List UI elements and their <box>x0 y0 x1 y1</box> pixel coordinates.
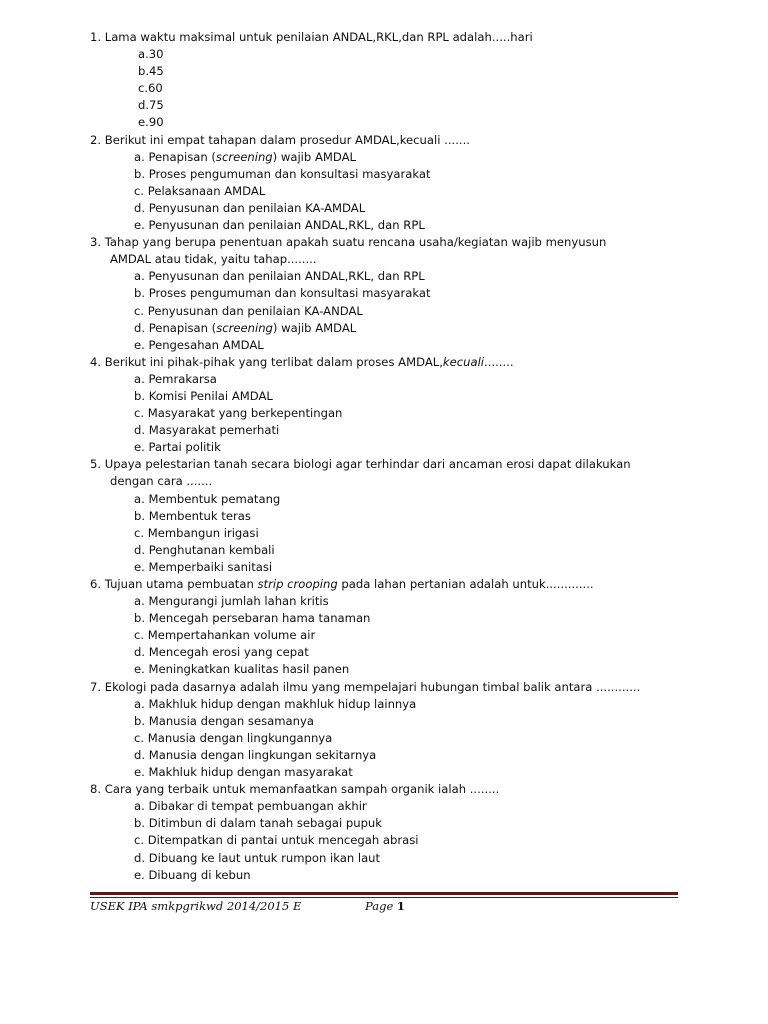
option-8e: e. Dibuang di kebun <box>134 867 251 882</box>
option-7c: c. Manusia dengan lingkungannya <box>134 730 333 745</box>
option-2a-post: ) wajib AMDAL <box>272 149 356 164</box>
question-5-cont: dengan cara ....... <box>110 474 213 489</box>
footer-exam-title: USEK IPA smkpgrikwd 2014/2015 E <box>90 899 302 913</box>
option-2e: e. Penyusunan dan penilaian ANDAL,RKL, dan RPL <box>134 218 425 233</box>
option-2d: d. Penyusunan dan penilaian KA-AMDAL <box>134 200 366 215</box>
option-8d: d. Dibuang ke laut untuk rumpon ikan laut <box>134 850 381 865</box>
option-6a: a. Mengurangi jumlah lahan kritis <box>134 594 329 609</box>
option-6d: d. Mencegah erosi yang cepat <box>134 645 309 660</box>
option-2c: c. Pelaksanaan AMDAL <box>134 183 266 198</box>
question-6-post: pada lahan pertanian adalah untuk............. <box>337 577 594 591</box>
question-6-pre: 6. Tujuan utama pembuatan <box>90 577 258 591</box>
option-3a: a. Penyusunan dan penilaian ANDAL,RKL, dan RPL <box>134 269 425 284</box>
option-8b: b. Ditimbun di dalam tanah sebagai pupuk <box>134 816 382 831</box>
question-1: 1. Lama waktu maksimal untuk penilaian ANDAL,RKL,dan RPL adalah.....hari <box>90 30 533 44</box>
option-3c: c. Penyusunan dan penilaian KA-ANDAL <box>134 303 363 318</box>
question-3: 3. Tahap yang berupa penentuan apakah suatu rencana usaha/kegiatan wajib menyusun <box>90 235 607 250</box>
option-5a: a. Membentuk pematang <box>134 491 281 506</box>
option-7e: e. Makhluk hidup dengan masyarakat <box>134 765 353 780</box>
option-4b: b. Komisi Penilai AMDAL <box>134 388 273 403</box>
question-4-em: kecuali <box>442 354 485 369</box>
question-4-pre: 4. Berikut ini pihak-pihak yang terlibat dalam proses AMDAL, <box>90 354 443 369</box>
option-3d-em: screening <box>216 320 273 335</box>
footer-page-number <box>365 898 405 914</box>
question-4 <box>90 354 690 371</box>
option-4d: d. Masyarakat pemerhati <box>134 423 280 438</box>
option-5e: e. Memperbaiki sanitasi <box>134 559 273 574</box>
option-7b: b. Manusia dengan sesamanya <box>134 713 314 728</box>
option-6b: b. Mencegah persebaran hama tanaman <box>134 611 371 626</box>
option-1d: d.75 <box>138 98 164 113</box>
option-2a-em: screening <box>215 149 273 164</box>
option-2a <box>90 149 690 166</box>
option-1c: c.60 <box>138 81 163 96</box>
option-7a: a. Makhluk hidup dengan makhluk hidup lainnya <box>134 696 417 711</box>
option-3b: b. Proses pengumuman dan konsultasi masyarakat <box>134 286 431 301</box>
question-2: 2. Berikut ini empat tahapan dalam prosedur AMDAL,kecuali ....... <box>90 132 470 147</box>
option-5d: d. Penghutanan kembali <box>134 542 275 557</box>
question-4-post: ........ <box>484 354 514 369</box>
option-3e: e. Pengesahan AMDAL <box>134 337 264 352</box>
footer-page-num: 1 <box>396 899 405 913</box>
footer-page-label: Page <box>365 899 394 913</box>
option-3d-pre: d. Penapisan ( <box>134 320 217 335</box>
question-6 <box>90 576 690 593</box>
option-7d: d. Manusia dengan lingkungan sekitarnya <box>134 747 377 762</box>
question-list <box>90 29 690 884</box>
option-8a: a. Dibakar di tempat pembuangan akhir <box>134 799 367 814</box>
option-8c: c. Ditempatkan di pantai untuk mencegah abrasi <box>134 833 419 848</box>
option-6e: e. Meningkatkan kualitas hasil panen <box>134 662 350 677</box>
option-3d-post: ) wajib AMDAL <box>272 320 357 335</box>
option-4e: e. Partai politik <box>134 440 221 455</box>
question-7: 7. Ekologi pada dasarnya adalah ilmu yang mempelajari hubungan timbal balik antara ............ <box>90 679 641 694</box>
question-8: 8. Cara yang terbaik untuk memanfaatkan sampah organik ialah ........ <box>90 782 500 797</box>
option-4c: c. Masyarakat yang berkepentingan <box>134 406 343 421</box>
option-1e: e.90 <box>138 115 164 130</box>
question-3-cont: AMDAL atau tidak, yaitu tahap........ <box>110 252 317 267</box>
option-2b: b. Proses pengumuman dan konsultasi masyarakat <box>134 166 431 181</box>
option-2a-pre: a. Penapisan ( <box>134 149 216 164</box>
option-4a: a. Pemrakarsa <box>134 371 217 386</box>
option-5b: b. Membentuk teras <box>134 508 251 523</box>
option-1b: b.45 <box>138 64 164 79</box>
option-1a: a.30 <box>138 47 164 62</box>
option-3d <box>90 320 690 337</box>
option-6c: c. Mempertahankan volume air <box>134 628 316 643</box>
option-5c: c. Membangun irigasi <box>134 525 259 540</box>
question-6-em: strip crooping <box>257 577 338 591</box>
question-5: 5. Upaya pelestarian tanah secara biologi agar terhindar dari ancaman erosi dapat dilakukan <box>90 457 631 472</box>
footer-rule-thick <box>90 892 678 895</box>
